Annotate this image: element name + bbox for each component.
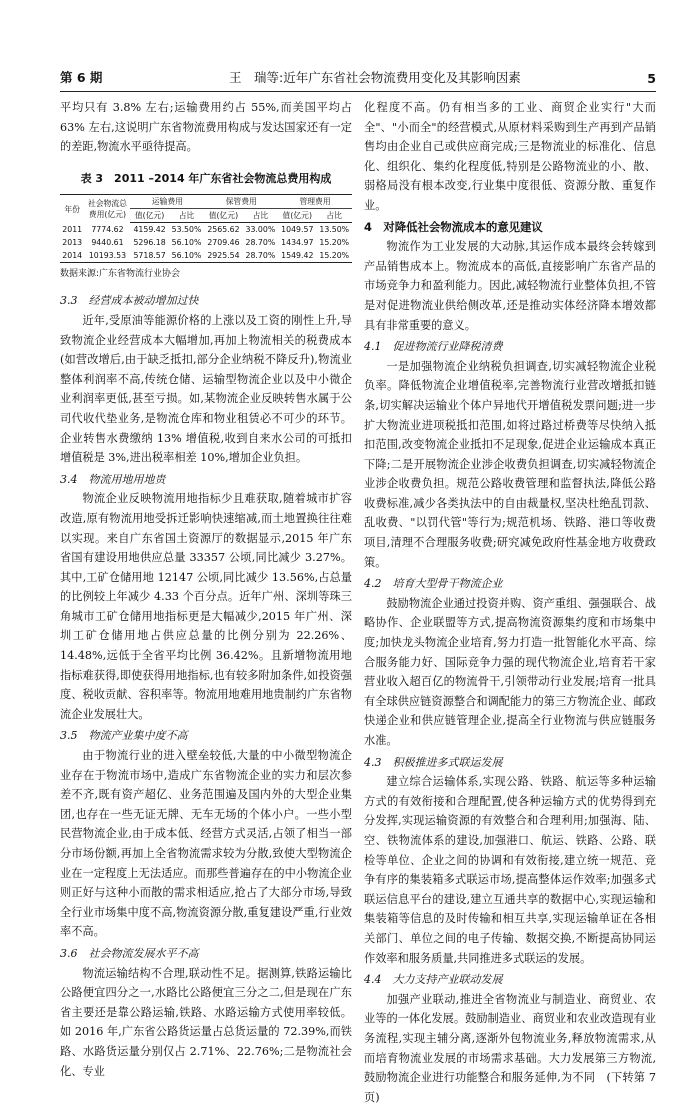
- table-row: [60, 236, 352, 249]
- table-source-note: 数据来源:广东省物流行业协会: [60, 269, 181, 280]
- paragraph: 由于物流行业的进入壁垒较低,大量的中小微型物流企业存在于物流市场中,造成广东省物流企业的实力和层次参差不齐,既有资产超亿、业务范围遍及国内外的大型企业集团,也存在一些无证无牌、无车无场的个体小户。一些小型民营物流企业,由于成本低、经营方式灵活,占领了相当一部分市场份额,再加上全省物流需求较为分散,致使大型物流企业在一定程度上无法适应。而那些普遍存在的中小物流企业则正好与这种小而散的需求相适应,抢占了大部分市场,导致全行业市场集中度不高,物流资源分散,重复建设严重,行业效率不高。: [60, 749, 352, 939]
- table-header-total: 社会物流总费用(亿元): [84, 195, 130, 223]
- table-cell: 1549.42: [278, 249, 316, 263]
- section-heading: 4.1 促进物流行业降税清费: [364, 340, 503, 354]
- table-subheader: 值(亿元): [204, 209, 242, 223]
- table-subheader: 占比: [316, 209, 352, 223]
- table-cell: 1434.97: [281, 238, 314, 248]
- table-cell: 53.50%: [171, 225, 202, 235]
- paragraph: 建立综合运输体系,实现公路、铁路、航运等多种运输方式的有效衔接和合理配置,使各种运输方式的优势得到充分发挥,实现运输资源的有效整合和合理利用;加强海、陆、空、铁物流体系的建设,加强港口、航运、铁路、公路、联检等单位、企业之间的协调和有效衔接,建立统一规范、竞争有序的集装箱多式联运市场,提高整体运作效率;加强多式联运信息平台的建设,建立互通共享的数据中心,实现运输和集装箱等信息的及时传输和相互共享,实现运输单证在各相关部门、单位之间的电子传输、数据交换,不断提高协同运作效率和服务质量,共同推进多式联运的发展。: [364, 775, 656, 965]
- section-heading: 3.5 物流产业集中度不高: [60, 729, 188, 743]
- paragraph: 物流作为工业发展的大动脉,其运作成本最终会转嫁到产品销售成本上。物流成本的高低,直接影响广东省产品的市场竞争力和盈利能力。因此,减轻物流行业整体负担,不管是对促进物流业供给侧改革,还是推动实体经济降本增效都具有非常重要的意义。: [364, 240, 656, 332]
- table-cell: 4159.42: [133, 225, 166, 235]
- table-cell: 33.00%: [245, 225, 276, 235]
- table-row: [60, 223, 352, 237]
- table-header-group: 运输费用: [130, 195, 204, 209]
- table-cell: 2565.62: [207, 225, 240, 235]
- table-header-year: 年份: [60, 195, 84, 223]
- table-cell: 5718.57: [130, 249, 168, 263]
- table-cell: 9440.61: [91, 238, 124, 248]
- table-cell: 56.10%: [169, 249, 205, 263]
- section-heading: 3.4 物流用地用地贵: [60, 472, 166, 486]
- table-cell: 15.20%: [316, 249, 352, 263]
- section-heading: 4.4 大力支持产业联动发展: [364, 973, 503, 987]
- right-column: [364, 98, 656, 1107]
- cost-composition-table: [60, 194, 352, 263]
- table-header-group: 保管费用: [204, 195, 278, 209]
- paragraph: 平均只有 3.8% 左右;运输费用约占 55%,而美国平均占 63% 左右,这说明广东省物流费用构成与发达国家还有一定的差距,物流水平亟待提高。: [60, 101, 352, 154]
- section-heading: 4 对降低社会物流成本的意见建议: [364, 219, 543, 234]
- section-heading: 3.3 经营成本被动增加过快: [60, 294, 199, 308]
- table-cell: 2011: [62, 225, 83, 235]
- paragraph: 加强产业联动,推进全省物流业与制造业、商贸业、农业等的一体化发展。鼓励制造业、商贸业和农业改造现有业务流程,实现主辅分离,逐渐外包物流业务,释放物流需求,从而培育物流业发展的市场需求基础。大力发展第三方物流,鼓励物流企业进行功能整合和服务延伸,为不同 (下转第 7 页): [364, 992, 656, 1104]
- running-header: [60, 0, 656, 92]
- paragraph: 化程度不高。仍有相当多的工业、商贸企业实行"大而全"、"小而全"的经营模式,从原材料采购到生产再到产品销售均由企业自己或供应商完成;三是物流业的标准化、信息化、组织化、集约化程度低,特别是公路物流业的小、散、弱格局没有根本改变,行业集中度很低、资源分散、重复作业。: [364, 101, 656, 212]
- table-cell: 1049.57: [281, 225, 314, 235]
- paragraph: 一是加强物流企业纳税负担调查,切实减轻物流企业税负率。降低物流企业增值税率,完善物流行业营改增抵扣链条,切实解决运输业个体户异地代开增值税发票问题;进一步扩大物流业进项税抵扣范围,如将过路过桥费等尽快纳入抵扣范围,改变物流企业抵扣不足现象,促进企业运输成本真正下降;二是开展物流企业涉企收费负担调查,切实减轻物流企业涉企收费负担。规范公路收费管理和监督执法,降低公路收费标准,减少各类执法中的自由裁量权,坚决杜绝乱罚款、乱收费、"以罚代管"等行为;规范机场、铁路、港口等收费项目,清理不合理服务收费;研究减免政府性基金地方收费政策。: [364, 359, 656, 569]
- table-cell: 2014: [60, 249, 84, 263]
- paragraph: 物流运输结构不合理,联动性不足。据测算,铁路运输比公路便宜四分之一,水路比公路便宜三分之二,但是现在广东省主要还是靠公路运输,铁路、水路运输方式使用率较低。如 2016 年,广东省公路货运量占总货运量的 72.39%,而铁路、水路货运量分别仅占 2.71%、22.76%;二是物流社会化、专业: [60, 966, 352, 1078]
- table-cell: 2709.46: [207, 238, 240, 248]
- table-subheader: 值(亿元): [130, 209, 168, 223]
- table-subheader: 占比: [243, 209, 279, 223]
- table-cell: 5296.18: [133, 238, 166, 248]
- table-cell: 7774.62: [91, 225, 124, 235]
- running-title: 王 瑞等:近年广东省社会物流费用变化及其影响因素: [228, 70, 521, 85]
- table-caption: 表 3 2011 –2014 年广东省社会物流总费用构成: [80, 171, 332, 185]
- section-heading: 4.2 培育大型骨干物流企业: [364, 577, 503, 591]
- table-subheader: 占比: [169, 209, 205, 223]
- table-cell: 15.20%: [319, 238, 350, 248]
- left-column: [60, 98, 352, 1107]
- table-header-group: 管理费用: [278, 195, 352, 209]
- table-cell: 10193.53: [84, 249, 130, 263]
- table-cell: 28.70%: [245, 238, 276, 248]
- table-cell: 56.10%: [171, 238, 202, 248]
- paragraph: 近年,受原油等能源价格的上涨以及工资的刚性上升,导致物流企业经营成本大幅增加,再加上物流相关的税费成本(如营改增后,由于缺乏抵扣,部分企业纳税不降反升),物流业整体利润率不高,传统仓储、运输型物流企业以及中小微企业利润率更低,甚至亏损。如,某物流企业反映转售水属于公司代收代垫业务,是物流仓库和物业租赁必不可少的环节。企业转售水费缴纳 13% 增值税,收到自来水公司的可抵扣增值税是 3%,进出税率相差 10%,增加企业负担。: [60, 313, 352, 465]
- table-cell: 2013: [62, 238, 83, 248]
- section-heading: 3.6 社会物流发展水平不高: [60, 946, 199, 960]
- table-row: [60, 249, 352, 263]
- table-cell: 13.50%: [319, 225, 350, 235]
- issue-number: 第 6 期: [60, 70, 103, 85]
- paragraph: 鼓励物流企业通过投资并购、资产重组、强强联合、战略协作、企业联盟等方式,提高物流资源集约度和市场集中度;加快龙头物流企业培育,努力打造一批智能化水平高、综合服务能力好、国际竞争力强的现代物流企业,培育若干家营业收入超百亿的物流骨干,引领带动行业发展;培育一批具有全球供应链资源整合和调配能力的第三方物流企业、邮政快递企业和供应链管理企业,提高全行业物流与供应链服务水准。: [364, 596, 656, 747]
- table-cell: 28.70%: [243, 249, 279, 263]
- section-heading: 4.3 积极推进多式联运发展: [364, 755, 503, 769]
- table-cell: 2925.54: [204, 249, 242, 263]
- page-number: 5: [647, 71, 656, 86]
- paragraph: 物流企业反映物流用地指标少且难获取,随着城市扩容改造,原有物流用地受拆迁影响快速缩减,而土地置换往往难以实现。来自广东省国土资源厅的数据显示,2015 年广东省国有建设用地供应总量 33357 公顷,同比减少 3.27%。其中,工矿仓储用地 12147 公顷,同比减少 13.56%,占总量的比例较上年减少 4.33 个百分点。近年广州、深圳等珠三角城市工矿仓储用地指标更是大幅减少,2015 年广州、深圳工矿仓储用地占供应总量的比例分别为 22.26%、14.48%,远低于全省平均比例 36.42%。且新增物流用地指标难获得,即使获得用地指标,也有较多附加条件,如投资强度、税收贡献、容积率等。物流用地难用地贵制约广东省物流企业发展壮大。: [60, 492, 352, 721]
- table-subheader: 值(亿元): [278, 209, 316, 223]
